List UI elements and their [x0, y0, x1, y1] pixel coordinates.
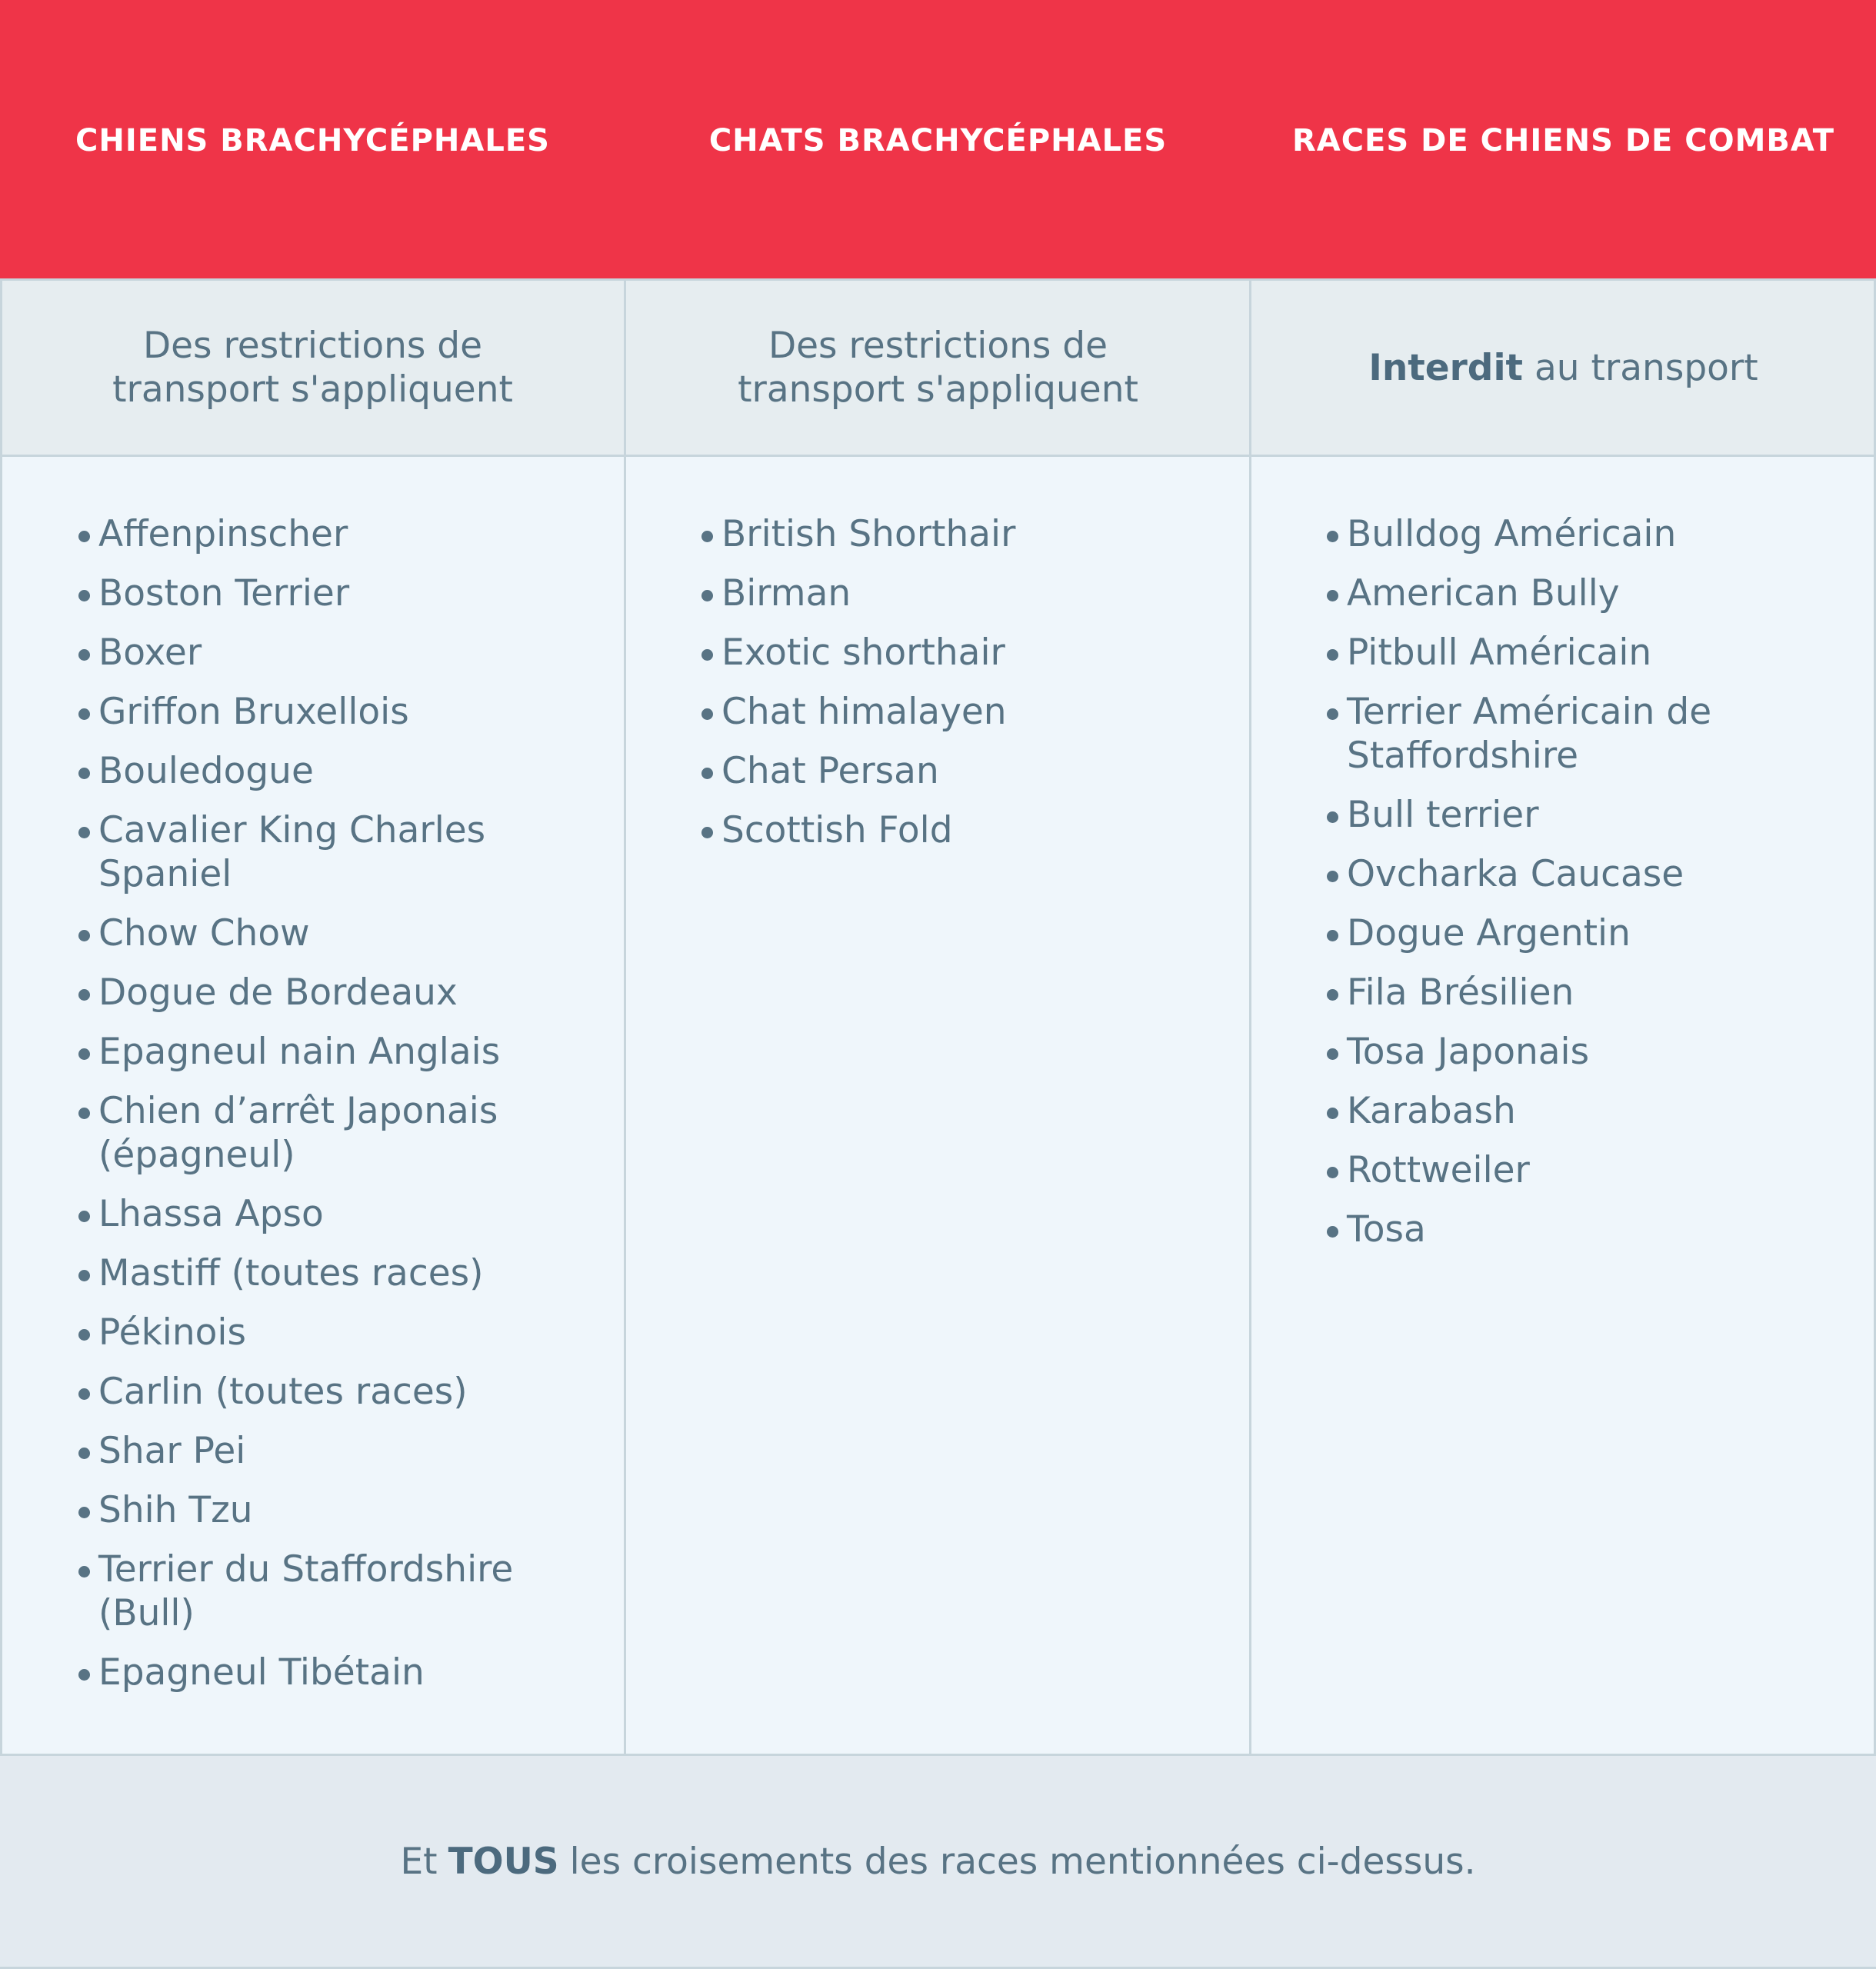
bullet-icon — [1327, 930, 1338, 941]
bullet-icon — [78, 708, 90, 720]
subheader-dogs — [0, 281, 625, 455]
breed-name: Affenpinscher — [98, 513, 348, 555]
bullet-icon — [78, 1566, 90, 1578]
breed-name: Cavalier King Charles Spaniel — [98, 809, 486, 895]
list-item — [1347, 1208, 1876, 1251]
bullet-icon — [701, 649, 713, 661]
list-item — [98, 512, 625, 556]
footer-note — [0, 1754, 1876, 1969]
subheader-dogs-text: Des restrictions de transport s'appliquent — [112, 325, 513, 411]
cat-breed-list-cell — [625, 457, 1251, 1754]
header-brachycephalic-dogs: CHIENS BRACHYCÉPHALES — [75, 123, 550, 158]
dog-breed-list-cell — [0, 457, 625, 1754]
breed-name: Griffon Bruxellois — [98, 691, 409, 733]
breed-name: Pékinois — [98, 1311, 246, 1354]
subheader-fighting-dogs — [1251, 281, 1876, 455]
subheader-cats-text: Des restrictions de transport s'appliquent — [738, 325, 1138, 411]
breed-name: Boston Terrier — [98, 572, 350, 615]
list-item — [721, 690, 1251, 734]
list-item — [98, 1192, 625, 1236]
bullet-icon — [78, 1270, 90, 1281]
bullet-icon — [78, 827, 90, 838]
bullet-icon — [1327, 708, 1338, 720]
bullet-icon — [701, 768, 713, 779]
list-item — [98, 571, 625, 615]
breed-name: Chow Chow — [98, 912, 310, 955]
list-item — [98, 1370, 625, 1414]
bullet-icon — [701, 590, 713, 601]
breed-name: Karabash — [1347, 1090, 1516, 1132]
bullet-icon — [78, 649, 90, 661]
bullet-icon — [1327, 531, 1338, 542]
list-item — [98, 971, 625, 1014]
bullet-icon — [78, 930, 90, 941]
breed-name: Fila Brésilien — [1347, 971, 1574, 1014]
list-item — [98, 690, 625, 734]
bullet-icon — [1327, 1167, 1338, 1178]
breed-name: Tosa Japonais — [1347, 1031, 1590, 1073]
bullet-icon — [78, 531, 90, 542]
subheader-fighting-dogs-text — [1310, 346, 1818, 390]
list-item — [98, 1488, 625, 1532]
breed-name: British Shorthair — [721, 513, 1016, 555]
breed-name: Chien d’arrêt Japonais (épagneul) — [98, 1090, 498, 1176]
bullet-icon — [1327, 649, 1338, 661]
list-item — [721, 571, 1251, 615]
breed-name: Pitbull Américain — [1347, 631, 1652, 674]
breed-name: Dogue Argentin — [1347, 912, 1631, 955]
bullet-icon — [78, 768, 90, 779]
breed-name: Tosa — [1347, 1208, 1426, 1251]
breed-name: Boxer — [98, 631, 202, 674]
list-item — [721, 631, 1251, 675]
bullet-icon — [1327, 871, 1338, 882]
breed-name: Chat himalayen — [721, 691, 1007, 733]
bullet-icon — [78, 590, 90, 601]
list-item — [1347, 512, 1876, 556]
header-row — [0, 0, 1876, 278]
list-item — [1347, 571, 1876, 615]
header-brachycephalic-cats: CHATS BRACHYCÉPHALES — [708, 123, 1168, 158]
breed-name: Epagneul nain Anglais — [98, 1031, 501, 1073]
footer-suffix: les croisements des races mentionnées ci-dessus. — [569, 1840, 1476, 1883]
bullet-icon — [78, 1048, 90, 1060]
forbidden-rest: au transport — [1523, 346, 1758, 389]
breed-name: Bulldog Américain — [1347, 513, 1677, 555]
list-item — [98, 808, 625, 896]
breed-name: Carlin (toutes races) — [98, 1371, 468, 1413]
fighting-dog-list-cell — [1251, 457, 1876, 1754]
list-item — [98, 911, 625, 955]
bullet-icon — [78, 1507, 90, 1518]
bullet-icon — [78, 1388, 90, 1400]
breed-name: Shih Tzu — [98, 1489, 253, 1531]
breed-name: Bouledogue — [98, 750, 314, 792]
bullet-icon — [78, 1108, 90, 1119]
breed-name: Bull terrier — [1347, 794, 1539, 836]
subheader-row — [0, 278, 1876, 457]
bullet-icon — [78, 1669, 90, 1681]
table-border-left — [0, 278, 2, 1969]
list-item — [1347, 852, 1876, 896]
list-item — [1347, 1148, 1876, 1192]
bullet-icon — [701, 827, 713, 838]
breed-name: Dogue de Bordeaux — [98, 971, 458, 1014]
list-item — [98, 1251, 625, 1295]
list-item — [721, 749, 1251, 793]
breed-name: Birman — [721, 572, 851, 615]
cat-breed-list — [721, 512, 1251, 852]
list-item — [721, 808, 1251, 852]
list-item — [1347, 1089, 1876, 1133]
list-item — [1347, 1030, 1876, 1074]
breed-name: American Bully — [1347, 572, 1620, 615]
list-item — [1347, 631, 1876, 675]
forbidden-label: Interdit — [1368, 346, 1524, 389]
bullet-icon — [701, 708, 713, 720]
list-item — [1347, 971, 1876, 1014]
bullet-icon — [1327, 1108, 1338, 1119]
list-item — [98, 1548, 625, 1635]
bullet-icon — [1327, 1226, 1338, 1238]
bullet-icon — [78, 989, 90, 1001]
bullet-icon — [78, 1329, 90, 1341]
breed-name: Mastiff (toutes races) — [98, 1252, 484, 1294]
list-item — [1347, 793, 1876, 837]
list-item — [98, 1429, 625, 1473]
breed-name: Scottish Fold — [721, 809, 953, 851]
list-item — [98, 1089, 625, 1177]
column-divider-2 — [1249, 278, 1251, 1754]
list-item — [98, 1651, 625, 1694]
column-divider-1 — [624, 278, 626, 1754]
breed-name: Rottweiler — [1347, 1149, 1530, 1191]
list-item — [98, 1030, 625, 1074]
fighting-dog-list — [1347, 512, 1876, 1251]
list-item — [98, 1311, 625, 1354]
bullet-icon — [701, 531, 713, 542]
list-row — [0, 457, 1876, 1754]
bullet-icon — [1327, 590, 1338, 601]
list-item — [1347, 690, 1876, 778]
breed-name: Lhassa Apso — [98, 1193, 324, 1235]
list-item — [1347, 911, 1876, 955]
dog-breed-list — [98, 512, 625, 1694]
bullet-icon — [1327, 989, 1338, 1001]
breed-name: Chat Persan — [721, 750, 939, 792]
breed-name: Terrier du Staffordshire (Bull) — [98, 1548, 514, 1634]
list-item — [98, 631, 625, 675]
breed-name: Ovcharka Caucase — [1347, 853, 1684, 895]
bullet-icon — [1327, 811, 1338, 823]
breed-name: Shar Pei — [98, 1430, 246, 1472]
bullet-icon — [1327, 1048, 1338, 1060]
footer-bold: TOUS — [448, 1840, 559, 1883]
bullet-icon — [78, 1211, 90, 1222]
bullet-icon — [78, 1448, 90, 1459]
list-item — [98, 749, 625, 793]
breed-name: Epagneul Tibétain — [98, 1651, 425, 1694]
footer-prefix: Et — [400, 1840, 438, 1883]
list-item — [721, 512, 1251, 556]
header-fighting-dog-breeds: RACES DE CHIENS DE COMBAT — [1291, 123, 1835, 158]
breed-name: Exotic shorthair — [721, 631, 1005, 674]
breed-name: Terrier Américain de Staffordshire — [1347, 691, 1712, 777]
subheader-cats — [625, 281, 1251, 455]
